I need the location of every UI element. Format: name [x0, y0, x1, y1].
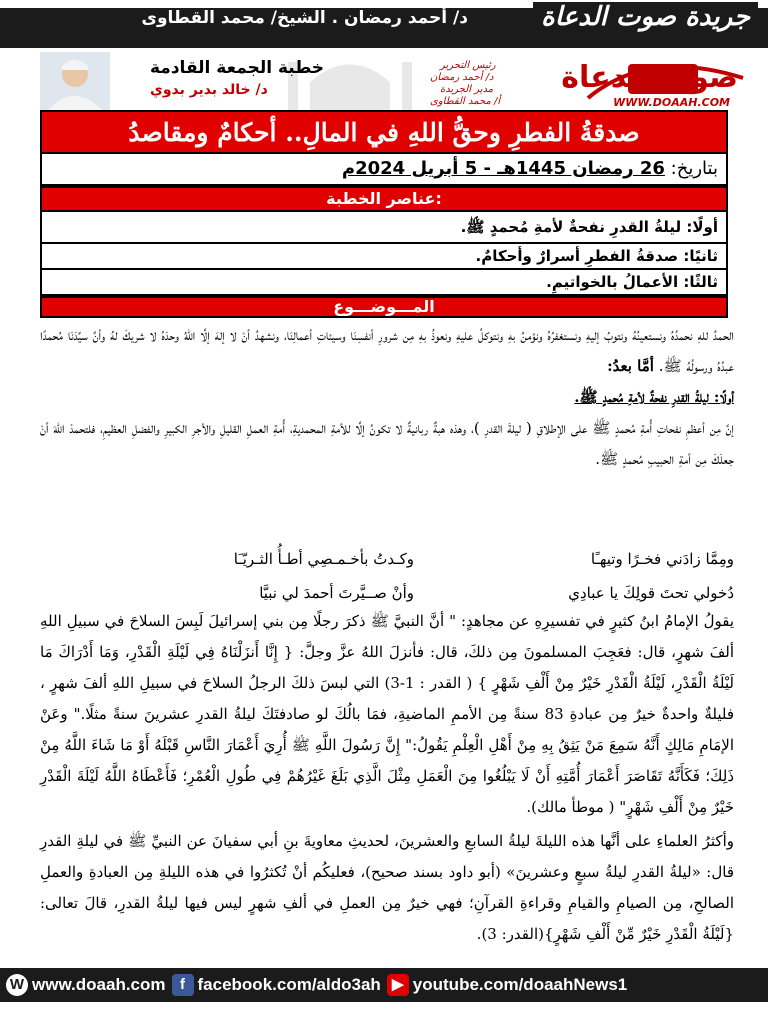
section1-paragraph: إنَّ مِن أعظمِ نفحاتِ أُمةِ مُحمدٍ ﷺ على الإطلاقِ ( ليلةَ القدرِ )، وهذه هبةٌ ربانيةٌ لا تكونُ إلَّا للأمةِ المحمديةِ، أُمةِ العملِ القليلِ والأجرِ الكبيرِ والفضلِ العظيمِ، فلتحمدْ اللهَ أنْ جعلَكَ مِن أمةِ الحبيبِ مُحمدٍ ﷺ.: [40, 419, 734, 468]
footer-bar: [0, 968, 768, 1002]
section1-laylat-paragraph: وأكثرُ العلماءِ على أنَّها هذه الليلةَ ليلةُ السابعِ والعشرينَ، لحديثِ معاويةَ بنِ أبي سفيانَ عن النبيِّ ﷺ في ليلةِ القدرِ قال: «ليلةُ القدرِ ليلةُ سبعٍ وعشرينَ» (أبو داود بسند صحيح)، فعليكُم أنْ تُكثرُوا في هذه الليلةِ مِن العبادةِ والعملِ الصالحِ، مِن الصيامِ والقيامِ وقراءةِ القرآنِ؛ فهي خيرٌ مِن العملِ في ألفِ شهرٍ ليس فيها ليلةُ القدرِ، قالَ تعالى: {لَيْلَةُ الْقَدْرِ خَيْرٌ مِّنْ أَلْفِ شَهْرٍ}(القدر: 3).: [40, 832, 734, 943]
poem-hemistich: دُخولي تحتَ قولِكَ يا عبادِي: [568, 584, 734, 602]
sermon-author: د/ خالد بدير بدوي: [150, 82, 268, 98]
logo-text: صوت الدعاة: [561, 60, 738, 95]
intro-text: الحمدُ للهِ نحمدُهُ ونستعينُهُ ونتوبُ إليهِ ونستغفرُهُ ونؤمنُ بهِ ونتوكلُ عليهِ ونعوذُ بهِ مِن شرورِ أنفسِنَا وسيئاتِ أعمالِنَا، ونشهدُ أنْ لا إلهَ إلَّا اللهُ وحدَهُ لا شريكَ لهُ وأنَّ سيِّدَنَا مُحمدًا عبدُهُ ورسولُهُ ﷺ.: [40, 326, 734, 375]
facebook-icon: f: [172, 974, 194, 996]
section1-quote-paragraph: يقولُ الإمامُ ابنُ كثيرٍ في تفسيرِهِ عن مجاهدٍ: " أنَّ النبيَّ ﷺ ذكرَ رجلًا مِن بني إسرائيلَ لَبِسَ السلاحَ في سبيلِ اللهِ ألفَ شهرٍ، قال: فعَجِبَ المسلمونَ مِن ذلكَ، قال: فأنزلَ اللهُ عزَّ وجلَّ: { إِنَّا أَنزَلْنَاهُ فِي لَيْلَةِ الْقَدْرِ، وَمَا أَدْرَاكَ مَا لَيْلَةُ الْقَدْرِ، لَيْلَةُ الْقَدْرِ خَيْرٌ مِنْ أَلْفِ شَهْرٍ } ( القدر : 1-3) التي لبسَ ذلكَ الرجلُ السلاحَ في سبيلِ اللهِ ألفَ شهرٍ ، فليلةٌ واحدةٌ خيرٌ مِن عبادةِ 83 سنةً مِن الأممِ الماضيةِ، فمَا بالُكَ لو صادفتَكَ ليلةُ القدرِ عشرينَ سنةً مثلًا." وعَنْ الإمَامِ مَالِكٍ أَنَّهُ سَمِعَ مَنْ يَثِقُ بِهِ مِنْ أَهْلِ الْعِلْمِ يَقُولُ:" إِنَّ رَسُولَ اللَّهِ ﷺ أُرِيَ أَعْمَارَ النَّاسِ قَبْلَهُ أَوْ مَا شَاءَ اللَّهُ مِنْ ذَلِكَ؛ فَكَأَنَّهُ تَقَاصَرَ أَعْمَارَ أُمَّتِهِ أَنْ لَا يَبْلُغُوا مِنَ الْعَمَلِ مِثْلَ الَّذِي بَلَغَ غَيْرُهُمْ فِي طُولِ الْعُمْرِ؛ فَأَعْطَاهُ اللَّهُ لَيْلَةَ الْقَدْرِ خَيْرٌ مِنْ أَلْفِ شَهْرٍ" ( موطأ مالك).: [40, 612, 735, 816]
youtube-icon: ▶: [387, 974, 409, 996]
element-item-1: أولًا: ليلةُ القدرِ نفحةٌ لأمةِ مُحمدٍ ﷺ.: [40, 212, 728, 244]
sermon-title-box: [40, 110, 728, 154]
element-item-2: ثانيًا: صدقةُ الفطرِ أسرارٌ وأحكامٌ.: [40, 244, 728, 270]
footer-site-link[interactable]: www.doaah.com: [32, 975, 166, 994]
banner-authors: د/ أحمد رمضان . الشيخ/ محمد القطاوى: [141, 8, 468, 28]
staff-editor-label: رئيس التحرير: [440, 60, 496, 71]
date-row: [40, 154, 728, 186]
logo-url[interactable]: WWW.DOAAH.COM: [613, 96, 730, 109]
topic-heading: المـــوضـــوع: [40, 296, 728, 318]
poem-hemistich: ومِمَّا زادَني فخـرًا وتيهـًا: [590, 550, 734, 568]
poem: [40, 542, 734, 610]
staff-manager-name: أ/ محمد القطاوى: [430, 96, 501, 107]
newspaper-title: جريدة صوت الدعاة: [533, 2, 758, 32]
poem-verse: [40, 542, 734, 576]
element-item-3: ثالثًا: الأعمالُ بالخواتيمِ.: [40, 270, 728, 296]
amma-badu: أمَّا بعدُ:: [607, 357, 654, 375]
sermon-title: صدقةُ الفطرِ وحقُّ اللهِ في المالِ.. أحكامٌ ومقاصدُ: [128, 117, 640, 147]
footer-youtube-link[interactable]: youtube.com/doaahNews1: [412, 975, 628, 994]
date-label: بتاريخ:: [664, 158, 718, 179]
poem-hemistich: وكـدتُ بأخـمـصِي أطـأُ الثـريّـَا: [233, 550, 414, 568]
author-photo: [40, 52, 110, 110]
staff-manager-label: مدير الجريدة: [440, 84, 494, 95]
poem-verse: [40, 576, 734, 610]
elements-heading: عناصر الخطبة:: [40, 186, 728, 212]
intro-paragraph: [40, 320, 734, 382]
section1-heading: أولًا: ليلةُ القدرِ نفحةٌ لأمةِ مُحمدٍ ﷺ.: [574, 388, 734, 406]
footer-facebook-link[interactable]: facebook.com/aldo3ah: [197, 975, 381, 994]
sermon-label: خطبة الجمعة القادمة: [150, 58, 325, 78]
sermon-body-part1: [40, 320, 734, 475]
staff-editor-name: د/ أحمد رمضان: [430, 72, 494, 83]
wordpress-icon: W: [6, 974, 28, 996]
poem-hemistich: وأنْ صــيَّرتَ أحمدَ لي نبيَّا: [259, 584, 414, 602]
date-value: 26 رمضان 1445هـ - 5 أبريل 2024م: [341, 158, 665, 179]
